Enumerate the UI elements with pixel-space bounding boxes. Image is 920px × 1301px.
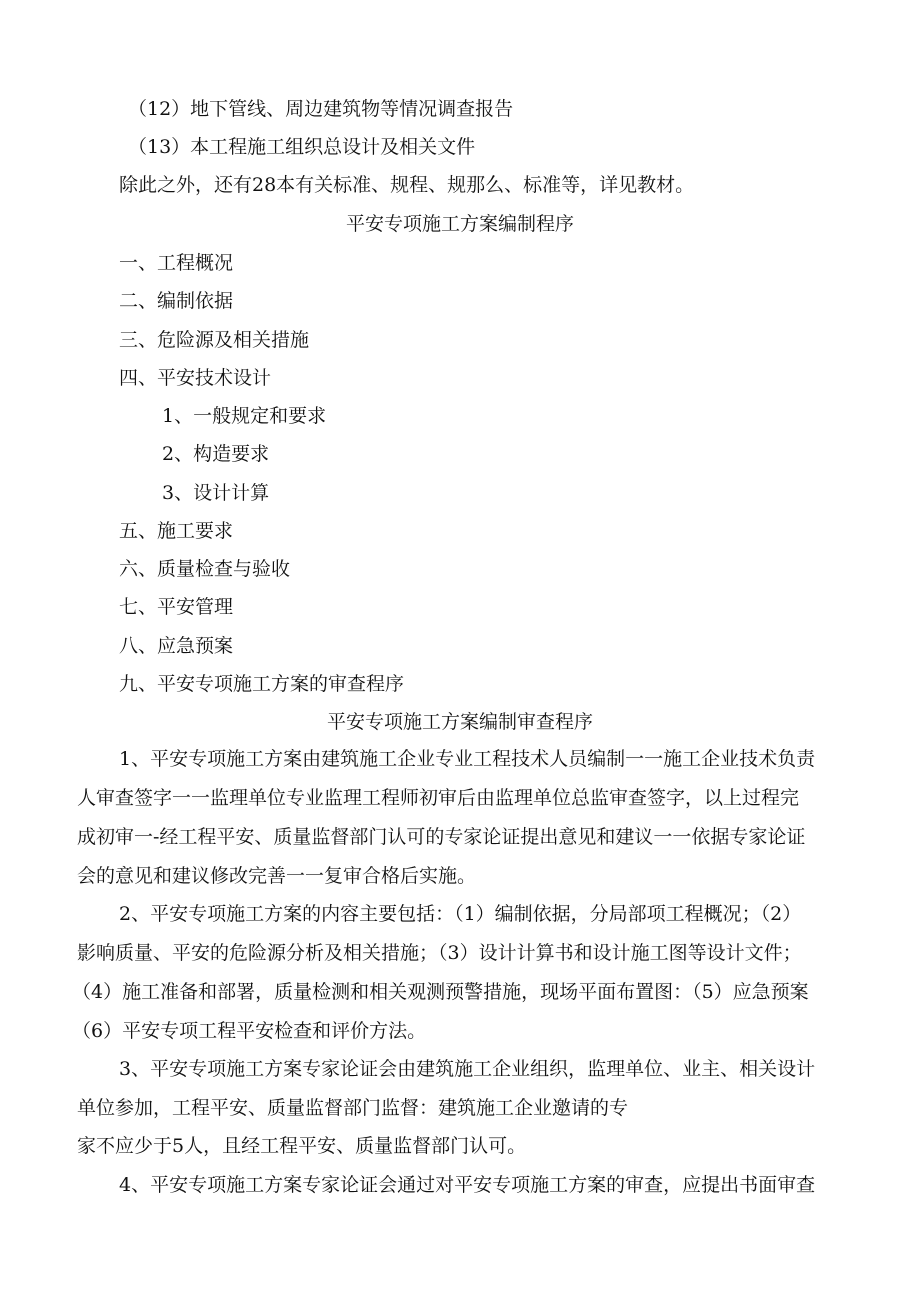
paragraph-line: 单位参加，工程平安、质量监督部门监督：建筑施工企业邀请的专 — [77, 1097, 629, 1119]
outline-item: 四、平安技术设计 — [119, 367, 272, 389]
paragraph-line: 4、平安专项施工方案专家论证会通过对平安专项施工方案的审查，应提出书面审查 — [119, 1174, 816, 1196]
paragraph-line: 家不应少于5人，且经工程平安、质量监督部门认可。 — [77, 1135, 527, 1157]
reference-item-12: （12）地下管线、周边建筑物等情况调查报告 — [128, 98, 514, 120]
outline-item: 二、编制依据 — [119, 290, 234, 312]
paragraph-line: 1、平安专项施工方案由建筑施工企业专业工程技术人员编制一一施工企业技术负责 — [119, 748, 816, 770]
outline-item: 九、平安专项施工方案的审查程序 — [119, 673, 405, 695]
paragraph-text: 除此之外，还有28本有关标准、规程、规那么、标准等，详见教材。 — [119, 174, 695, 196]
outline-subitem: 1、一般规定和要求 — [162, 405, 327, 427]
paragraph-line: 人审查签字一一监理单位专业监理工程师初审后由监理单位总监审查签字，以上过程完 — [77, 787, 800, 809]
paragraph-line: 影响质量、平安的危险源分析及相关措施；（3）设计计算书和设计施工图等设计文件； — [77, 942, 802, 964]
outline-item: 五、施工要求 — [119, 520, 234, 542]
section-title: 平安专项施工方案编制审查程序 — [326, 711, 593, 733]
section-title: 平安专项施工方案编制程序 — [345, 213, 574, 235]
paragraph-line: 成初审一-经工程平安、质量监督部门认可的专家论证提出意见和建议一一依据专家论证 — [77, 826, 806, 848]
outline-subitem: 3、设计计算 — [162, 482, 270, 504]
outline-item: 六、质量检查与验收 — [119, 558, 291, 580]
outline-item: 三、危险源及相关措施 — [119, 329, 310, 351]
outline-item: 一、工程概况 — [119, 252, 234, 274]
reference-item-13: （13）本工程施工组织总设计及相关文件 — [128, 136, 476, 158]
outline-item: 八、应急预案 — [119, 635, 234, 657]
paragraph-line: （6）平安专项工程平安检查和评价方法。 — [72, 1020, 427, 1042]
outline-subitem: 2、构造要求 — [162, 443, 270, 465]
paragraph-line: 3、平安专项施工方案专家论证会由建筑施工企业组织，监理单位、业主、相关设计 — [119, 1058, 816, 1080]
paragraph-line: 会的意见和建议修改完善一一复审合格后实施。 — [77, 865, 477, 887]
outline-item: 七、平安管理 — [119, 596, 234, 618]
paragraph-line: （4）施工准备和部署，质量检测和相关观测预警措施，现场平面布置图：（5）应急预案 — [72, 981, 809, 1003]
paragraph-line: 2、平安专项施工方案的内容主要包括：（1）编制依据，分局部项工程概况；（2） — [119, 903, 802, 925]
